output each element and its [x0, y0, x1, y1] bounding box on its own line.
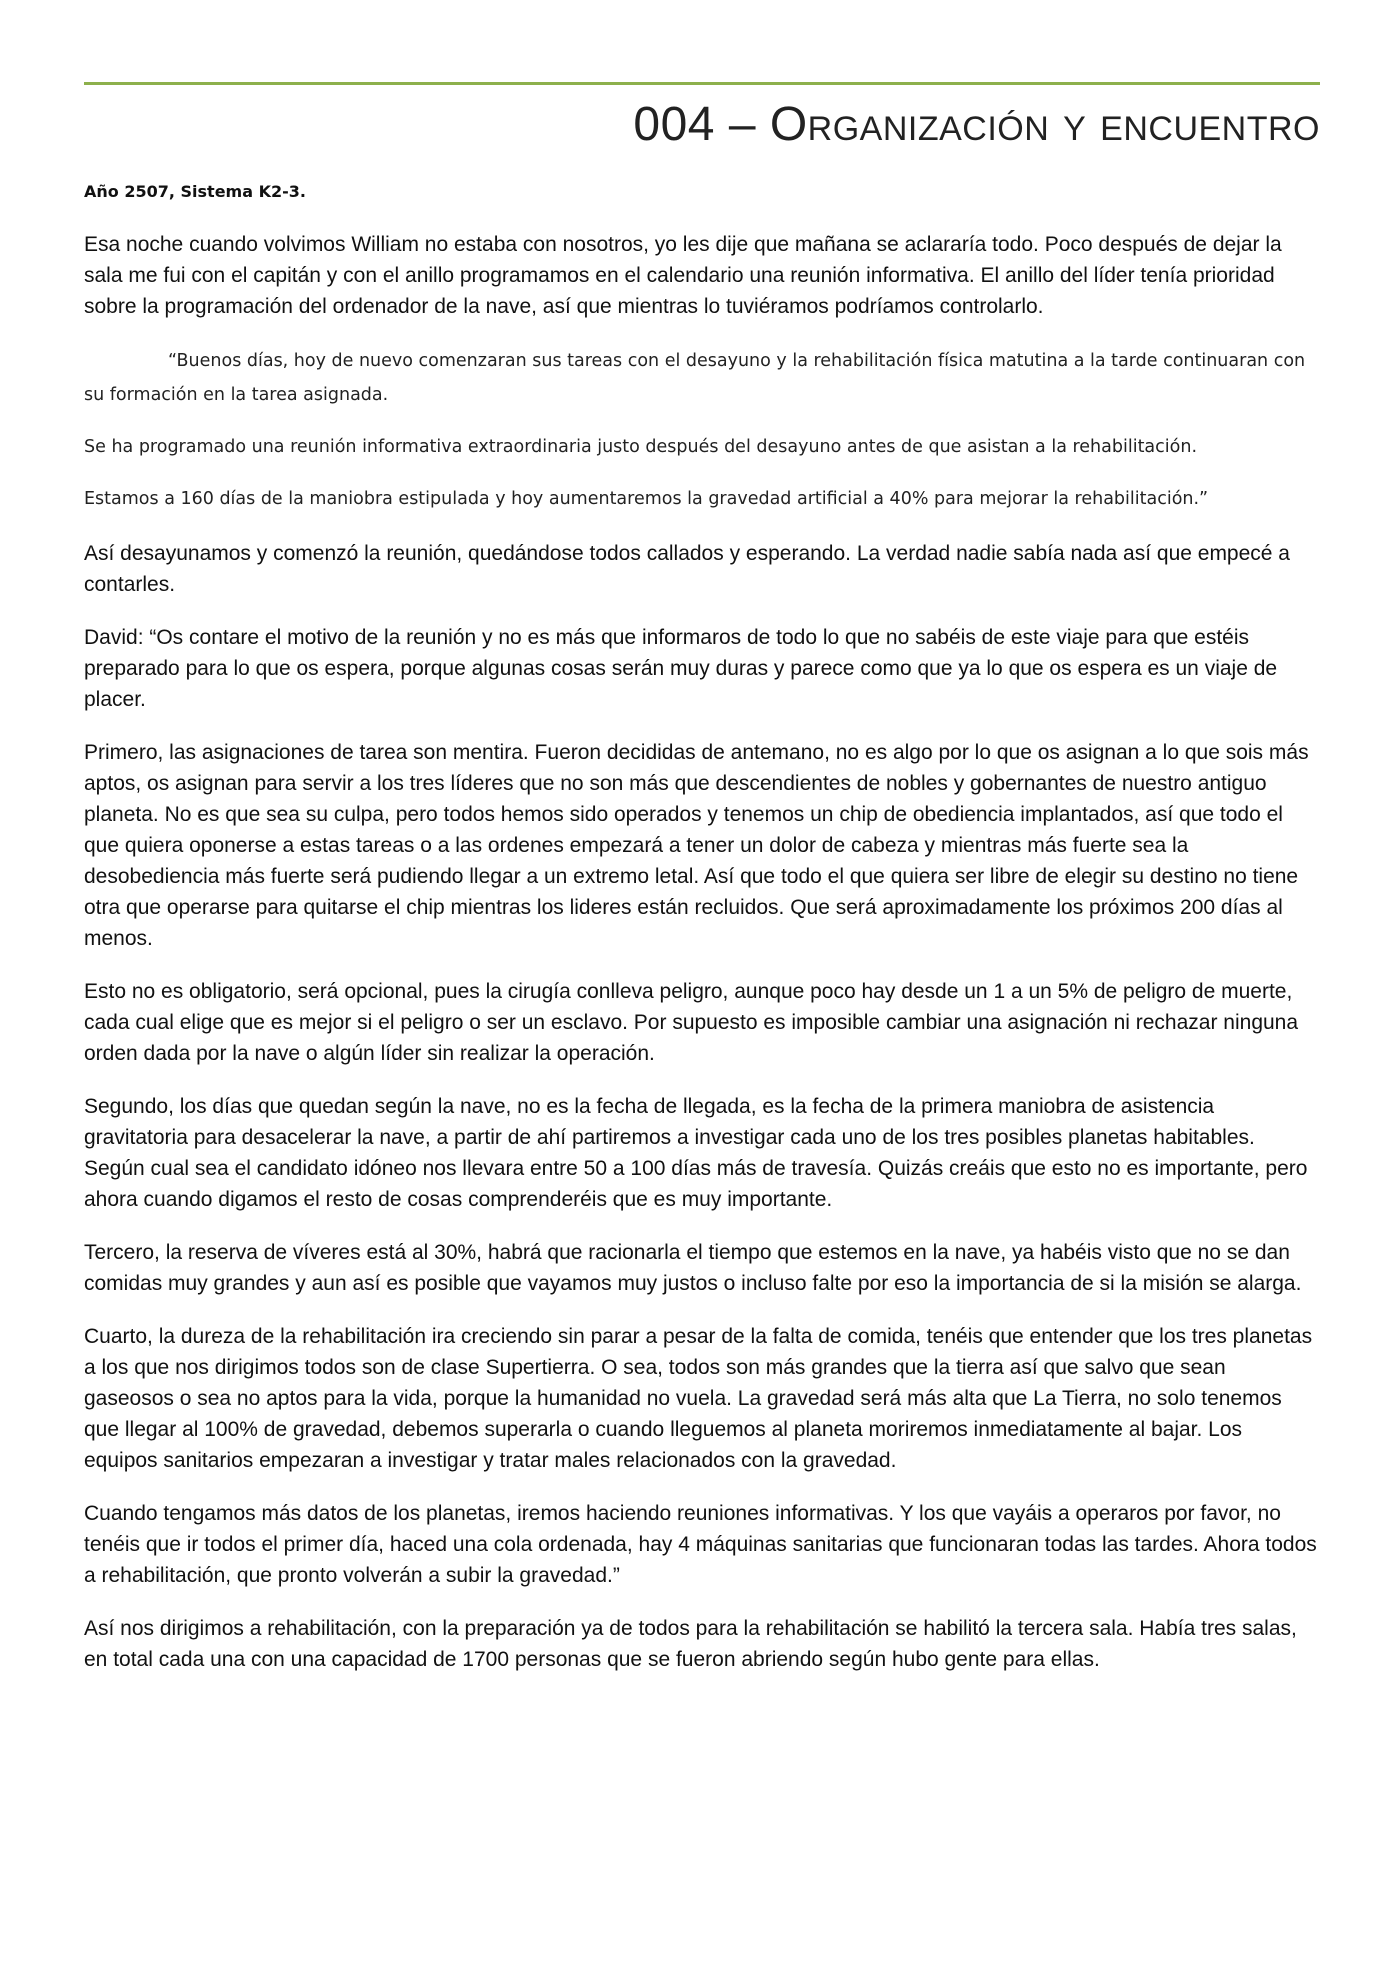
- paragraph-5: Esto no es obligatorio, será opcional, pues la cirugía conlleva peligro, aunque poco hay desde un 1 a un 5% de peligro de muerte, cada cual elige que es mejor si el peligro o ser un esclavo. Por supuesto es imposible cambiar una asignación ni rechazar ninguna orden dada por la nave o algún líder sin realizar la operación.: [84, 979, 1299, 1065]
- paragraph-3: David: “Os contare el motivo de la reunión y no es más que informaros de todo lo que no sabéis de este viaje para que estéis preparado para lo que os espera, porque algunas cosas serán muy duras y parece como que ya lo que os espera es un viaje de placer.: [84, 625, 1278, 711]
- chapter-title-text: Organización y encuentro: [769, 98, 1320, 151]
- paragraph-4: Primero, las asignaciones de tarea son mentira. Fueron decididas de antemano, no es algo por lo que os asignan a lo que sois más aptos, os asignan para servir a los tres líderes que no son más que descendientes de nobles y gobernantes de nuestro antiguo planeta. No es que sea su culpa, pero todos hemos sido operados y tenemos un chip de obediencia implantados, así que todo el que quiera oponerse a estas tareas o a las ordenes empezará a tener un dolor de cabeza y mientras más fuerte sea la desobediencia más fuerte será pudiendo llegar a un extremo letal. Así que todo el que quiera ser libre de elegir su destino no tiene otra que operarse para quitarse el chip mientras los lideres están recluidos. Que será aproximadamente los próximos 200 días al menos.: [84, 740, 1309, 950]
- paragraph-8: Cuarto, la dureza de la rehabilitación ira creciendo sin parar a pesar de la falta de comida, tenéis que entender que los tres planetas a los que nos dirigimos todos son de clase Supertierra. O sea, todos son más grandes que la tierra así que salvo que sean gaseosos o sea no aptos para la vida, porque la humanidad no vuela. La gravedad será más alta que La Tierra, no solo tenemos que llegar al 100% de gravedad, debemos superarla o cuando lleguemos al planeta moriremos inmediatamente al bajar. Los equipos sanitarios empezaran a investigar y tratar males relacionados con la gravedad.: [84, 1324, 1313, 1472]
- paragraph-1: Esa noche cuando volvimos William no estaba con nosotros, yo les dije que mañana se aclararía todo. Poco después de dejar la sala me fui con el capitán y con el anillo programamos en el calendario una reunión informativa. El anillo del líder tenía prioridad sobre la programación del ordenador de la nave, así que mientras lo tuviéramos podríamos controlarlo.: [84, 232, 1282, 318]
- ship-message-2: Se ha programado una reunión informativa extraordinaria justo después del desayuno antes de que asistan a la rehabilitación.: [84, 436, 1198, 457]
- dateline: Año 2507, Sistema K2-3.: [84, 181, 306, 201]
- chapter-title: [84, 99, 1320, 152]
- paragraph-10: Así nos dirigimos a rehabilitación, con la preparación ya de todos para la rehabilitación se habilitó la tercera sala. Había tres salas, en total cada una con una capacidad de 1700 personas que se fueron abriendo según hubo gente para ellas.: [84, 1616, 1297, 1671]
- document-page: [84, 82, 1320, 1675]
- paragraph-6: Segundo, los días que quedan según la nave, no es la fecha de llegada, es la fecha de la primera maniobra de asistencia gravitatoria para desacelerar la nave, a partir de ahí partiremos a investigar cada uno de los tres posibles planetas habitables. Según cual sea el candidato idóneo nos llevara entre 50 a 100 días más de travesía. Quizás creáis que esto no es importante, pero ahora cuando digamos el resto de cosas comprenderéis que es muy importante.: [84, 1094, 1308, 1211]
- paragraph-7: Tercero, la reserva de víveres está al 30%, habrá que racionarla el tiempo que estemos en la nave, ya habéis visto que no se dan comidas muy grandes y aun así es posible que vayamos muy justos o incluso falte por eso la importancia de si la misión se alarga.: [84, 1240, 1302, 1295]
- paragraph-2: Así desayunamos y comenzó la reunión, quedándose todos callados y esperando. La verdad nadie sabía nada así que empecé a contarles.: [84, 541, 1290, 596]
- ship-message-3: Estamos a 160 días de la maniobra estipulada y hoy aumentaremos la gravedad artificial a 40% para mejorar la rehabilitación.”: [84, 488, 1209, 509]
- paragraph-9: Cuando tengamos más datos de los planetas, iremos haciendo reuniones informativas. Y los que vayáis a operaros por favor, no tenéis que ir todos el primer día, haced una cola ordenada, hay 4 máquinas sanitarias que funcionaran todas las tardes. Ahora todos a rehabilitación, que pronto volverán a subir la gravedad.”: [84, 1501, 1317, 1587]
- header-rule: [84, 82, 1320, 85]
- chapter-number: 004 –: [633, 98, 770, 151]
- ship-message-1: “Buenos días, hoy de nuevo comenzaran sus tareas con el desayuno y la rehabilitación física matutina a la tarde continuaran con su formación en la tarea asignada.: [84, 350, 1306, 405]
